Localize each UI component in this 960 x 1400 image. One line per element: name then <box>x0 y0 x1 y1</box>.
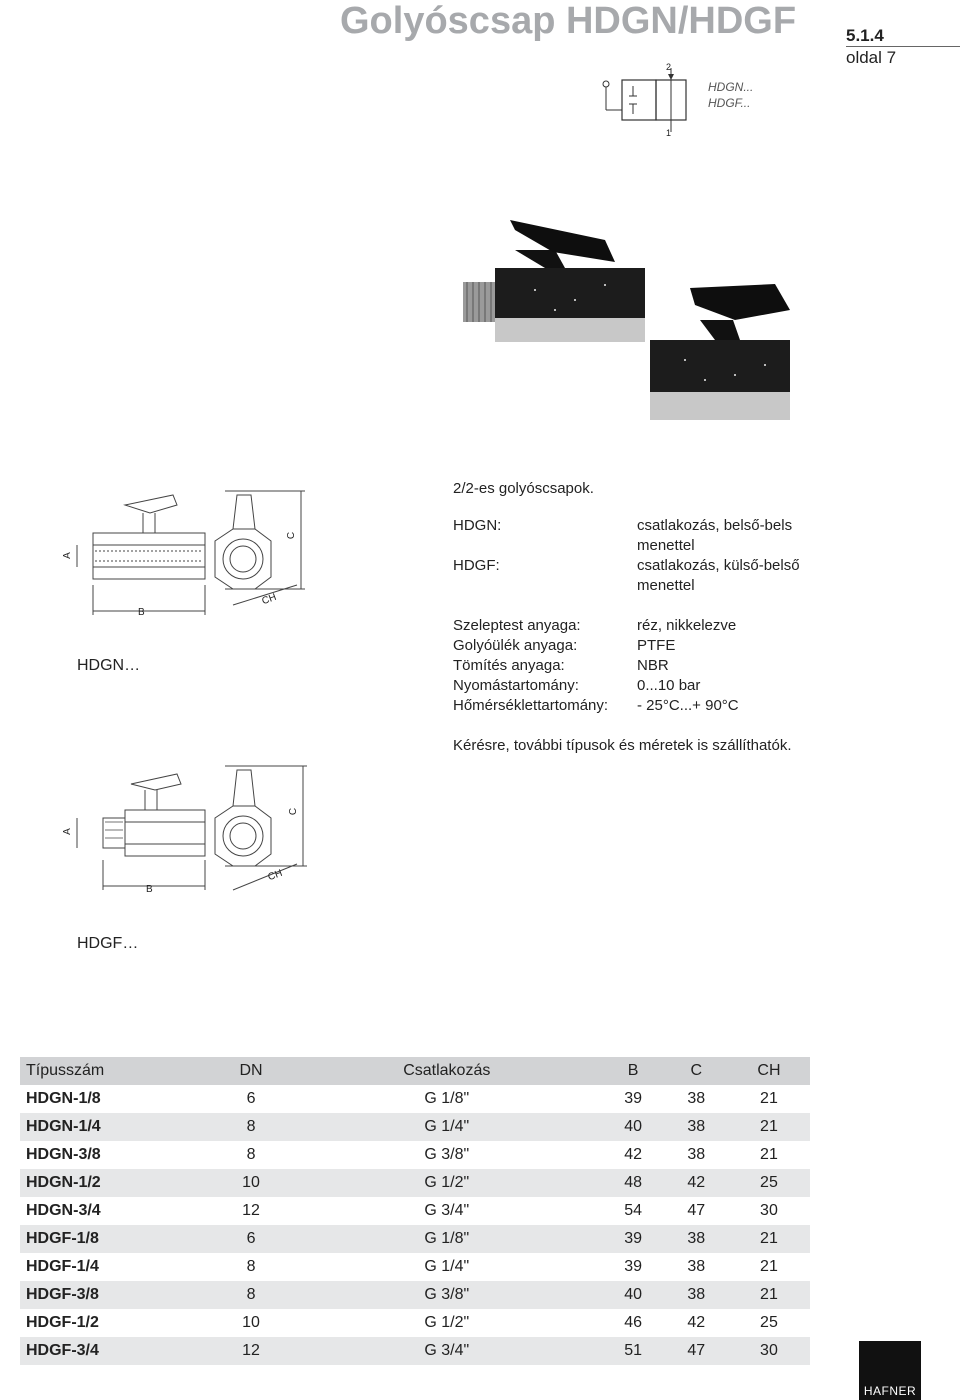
table-cell: 10 <box>210 1169 292 1197</box>
type-value-hdgf-1: csatlakozás, külső-belső <box>637 557 800 574</box>
table-row <box>20 1169 810 1197</box>
port-1-label: 1 <box>666 128 672 138</box>
spec-list <box>0 616 960 726</box>
table-cell: 47 <box>687 1202 706 1219</box>
type-number-cell: HDGF-3/8 <box>20 1281 210 1309</box>
table-cell: 38 <box>687 1258 706 1275</box>
spec-value: 0...10 bar <box>637 677 701 694</box>
table-cell: 39 <box>624 1090 643 1107</box>
hdgn-dim-a: A <box>61 552 73 559</box>
hdgn-dim-b: B <box>138 607 145 618</box>
table-cell: 51 <box>602 1337 665 1365</box>
spec-key: Tömítés anyaga: <box>453 657 565 674</box>
table-cell: 42 <box>665 1169 728 1197</box>
logo-text: HAFNER <box>863 1384 917 1398</box>
availability-note: Kérésre, további típusok és méretek is szállíthatók. <box>453 737 792 754</box>
dimensions-table <box>20 1057 810 1365</box>
table-cell: G 3/8" <box>424 1146 470 1163</box>
spec-key: Hőmérséklettartomány: <box>453 697 609 714</box>
table-cell: 21 <box>760 1258 778 1275</box>
column-header: CH <box>728 1057 810 1085</box>
table-cell: 39 <box>602 1225 665 1253</box>
table-cell: G 3/4" <box>292 1337 601 1365</box>
table-row <box>20 1197 810 1225</box>
type-key-hdgn: HDGN: <box>453 517 502 534</box>
table-cell: 38 <box>687 1090 706 1107</box>
column-header: B <box>602 1057 665 1085</box>
table-cell: G 1/8" <box>292 1225 601 1253</box>
table-row <box>20 1225 810 1253</box>
spec-key: Nyomástartomány: <box>453 677 579 694</box>
type-number-cell: HDGF-1/2 <box>26 1314 99 1331</box>
spec-key: Szeleptest anyaga: <box>453 617 581 634</box>
table-cell: G 1/4" <box>292 1113 601 1141</box>
type-number-cell: HDGF-1/8 <box>20 1225 210 1253</box>
column-header: Csatlakozás <box>292 1057 601 1085</box>
header-divider <box>846 46 960 47</box>
table-row <box>20 1085 810 1113</box>
hdgn-caption: HDGN… <box>77 657 141 674</box>
symbol-label-hdgf: HDGF... <box>708 96 751 110</box>
table-cell: G 3/8" <box>292 1281 601 1309</box>
type-number-cell: HDGN-1/4 <box>20 1113 210 1141</box>
hdgn-dim-ch: CH <box>260 591 278 608</box>
table-cell: 30 <box>728 1337 810 1365</box>
hdgf-dim-a: A <box>61 828 73 835</box>
table-cell: G 1/8" <box>424 1090 470 1107</box>
table-row <box>20 1141 810 1169</box>
table-cell: 21 <box>728 1113 810 1141</box>
table-header-row <box>20 1057 810 1085</box>
page-number: oldal 7 <box>846 48 897 67</box>
table-cell: 38 <box>665 1225 728 1253</box>
table-row <box>20 1337 810 1365</box>
type-number-cell: HDGN-1/2 <box>20 1169 210 1197</box>
hdgf-product-photo <box>645 280 795 425</box>
table-cell: 6 <box>210 1225 292 1253</box>
type-value-hdgn-2: menettel <box>637 537 695 554</box>
hdgn-dim-c: C <box>286 531 298 540</box>
symbol-label-hdgn: HDGN... <box>708 80 754 94</box>
type-number-cell: HDGF-3/4 <box>20 1337 210 1365</box>
table-cell: 46 <box>624 1314 643 1331</box>
table-cell: 8 <box>210 1113 292 1141</box>
spec-value: PTFE <box>637 637 676 654</box>
hdgf-caption: HDGF… <box>77 935 139 952</box>
table-cell: 30 <box>760 1202 778 1219</box>
table-cell: 8 <box>246 1258 256 1275</box>
hdgf-dim-ch: CH <box>266 867 284 884</box>
type-definitions <box>0 516 960 606</box>
table-cell: 42 <box>624 1146 643 1163</box>
column-header: DN <box>210 1057 292 1085</box>
table-cell: 48 <box>602 1169 665 1197</box>
hdgf-dim-b: B <box>146 884 153 895</box>
spec-value: - 25°C...+ 90°C <box>637 697 739 714</box>
table-cell: 21 <box>728 1225 810 1253</box>
table-row <box>20 1309 810 1337</box>
port-2-label: 2 <box>666 62 672 72</box>
table-cell: 54 <box>624 1202 643 1219</box>
type-value-hdgf-2: menettel <box>637 577 695 594</box>
type-key-hdgf: HDGF: <box>453 557 500 574</box>
type-number-cell: HDGN-1/8 <box>26 1090 101 1107</box>
table-cell: 47 <box>665 1337 728 1365</box>
hafner-logo <box>859 1341 921 1400</box>
type-number-cell: HDGF-1/4 <box>26 1258 99 1275</box>
table-cell: 38 <box>665 1113 728 1141</box>
table-row <box>20 1253 810 1281</box>
spec-value: NBR <box>637 657 669 674</box>
table-cell: 25 <box>728 1169 810 1197</box>
spec-value: réz, nikkelezve <box>637 617 737 634</box>
page-title: Golyóscsap HDGN/HDGF <box>340 0 797 42</box>
table-cell: G 1/4" <box>424 1258 470 1275</box>
hdgf-dim-c: C <box>288 807 300 816</box>
table-cell: 8 <box>246 1146 256 1163</box>
table-cell: 21 <box>760 1090 778 1107</box>
table-row <box>20 1281 810 1309</box>
type-number-cell: HDGN-3/4 <box>26 1202 101 1219</box>
table-cell: G 1/2" <box>292 1169 601 1197</box>
type-value-hdgn-1: csatlakozás, belső-bels <box>637 517 793 534</box>
table-cell: 21 <box>760 1146 778 1163</box>
table-cell: 12 <box>242 1202 260 1219</box>
table-cell: 21 <box>728 1281 810 1309</box>
table-cell: 39 <box>624 1258 643 1275</box>
table-cell: G 1/2" <box>424 1314 470 1331</box>
table-cell: 38 <box>687 1146 706 1163</box>
table-cell: 8 <box>210 1281 292 1309</box>
table-cell: 42 <box>687 1314 706 1331</box>
table-cell: 40 <box>602 1281 665 1309</box>
hdgn-product-photo <box>455 210 660 350</box>
valve-symbol-icon <box>600 62 700 142</box>
table-cell: 6 <box>246 1090 256 1107</box>
hdgf-technical-drawing <box>55 760 315 910</box>
table-cell: G 3/4" <box>424 1202 470 1219</box>
spec-key: Golyóülék anyaga: <box>453 637 578 654</box>
type-number-cell: HDGN-3/8 <box>26 1146 101 1163</box>
column-header: Típusszám <box>20 1057 210 1085</box>
table-cell: 10 <box>242 1314 260 1331</box>
intro-text: 2/2-es golyóscsapok. <box>453 480 594 497</box>
section-number: 5.1.4 <box>846 26 884 45</box>
table-cell: 40 <box>602 1113 665 1141</box>
table-cell: 25 <box>760 1314 778 1331</box>
table-cell: 12 <box>210 1337 292 1365</box>
table-cell: 38 <box>665 1281 728 1309</box>
table-row <box>20 1113 810 1141</box>
column-header: C <box>665 1057 728 1085</box>
